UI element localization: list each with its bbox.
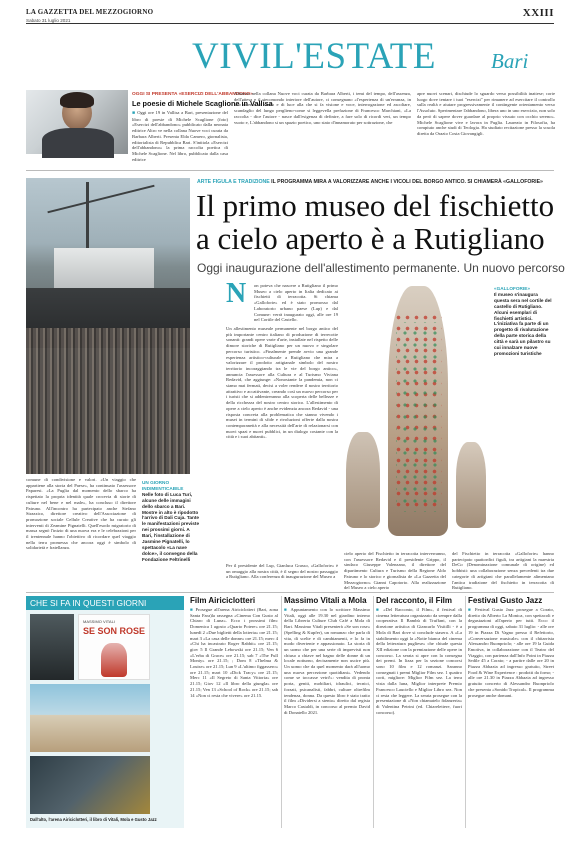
events-image-box <box>26 596 184 828</box>
event-body: «Del Racconto, il Film», il festival di cinema letteratura organizzato da sempre dalla cooperativa Il Bambù di Truffant, con la direzione artistica di Giancarlo Visitilli - è a Mola di Bari dove si conclude stasera. A «La stabilimento oggi la «Notte bianca del cinema della letteratura pugliese» che chiude questa XII edizione con la premiazione delle opere in concorso. La serata si apre con la consegna dei premi. In lizza per la sezione concorsi sono 10 film e 12 romanzi. Saranno consegnati i premi Miglior Film sez. 1 quattro corti, migliore: Miglior Film sez. La terra vista dalla luna, Miglior interprete Premio Francesco Lauciello e Miglior Libro sez. Non ci resta che leggere. La serata prosegue con la presentazione di «Non chiamatelo fidanzeria» di Valentina Petrini (ed. Chiarelettere, fuori concorso). <box>376 607 462 715</box>
top-story-col2: Albatros nella collana Nuove voci curata da Barbara Alberti, i temi del tempo, dell'assenza, dell'attesa e il riecomondo interiore dell'autore, ci consegnano «l'esperienza di un'erranza, in uno ricerca di senso e di luce alla che si fa visione e voce, interrogazione ed ascoltare, scandaglio del lungo perglieno-come si leggevella prefazione di Francesco Marchiani, «La raccolta - dice l'autore - nasce dall'esigenza di definire, a fare solo di ricordi veri, un tempo vuoto e, L'abbandono si un spazio poetico, uno stato d'innamorato per sottrazione, che <box>234 91 411 125</box>
fischietto-left-figure <box>346 432 380 528</box>
mola-photo <box>30 684 150 752</box>
event-airiciclotteri <box>190 596 278 828</box>
masthead-rule <box>26 23 554 24</box>
cinema-photo <box>30 614 74 680</box>
masthead <box>26 8 554 32</box>
events-box-caption: Dall'alto, l'arena Airiciclotteri, il libro di Vitali, Mola e Gusto Jazz <box>30 817 157 822</box>
main-body-col3: del Fischietto in terracotta «Galloforie» hanno partecipato quattordici figuli, tra artigiani la maestria DeCo (Denominazione comunale di origine) ed hobbisti: una collaborazione senza precedenti tra due categorie di artigiani che parallelamente alimentano l'antica tradizione del fischietto in terracotta di Rutigliano. <box>452 551 554 591</box>
fischietto-photo <box>344 282 488 546</box>
fischietto-caption: «GALLOFORIE» Il museo s'inaugura questa sera nel cortile del castello di Rutigliano. Alcuni esemplari di fischietti artistici. L'iniziativa fa parte di un progetto di rivalutazione della parte storica della città e sarà un pilastro su cui innalzare nuove promozioni turistiche <box>494 286 552 356</box>
event-divider <box>373 596 374 828</box>
book-illustration <box>101 643 127 677</box>
page-number: XXIII <box>522 7 554 19</box>
newspaper-name: LA GAZZETTA DEL MEZZOGIORNO <box>26 8 154 16</box>
jazz-photo <box>30 756 150 814</box>
main-story-kicker: ARTE FIGULA E TRADIZIONE IL PROGRAMMA MIRA A VALORIZZARE ANCHE I VICOLI DEL BORGO ANTICO. SI CHIAMERÀ «GALLOFORIE» <box>197 179 543 185</box>
event-title: Massimo Vitali a Mola <box>284 596 367 605</box>
main-body-col1: Un allestimento museale permanente nel borgo antico del più importante centro italiano di produzione di terrecotte sonanti: grandi opere varie d'arte, installate nel rispetto delle dimore storiche di Rutigliano per un nuovo e singolare percorso turistico. «Finalmente prende avvio una grande esperienza artistico-culturale a Rutigliano che mira a valorizzare il prodotto artigianale simbolo del nostro territorio incoraggiando tra le vie del borgo antico», annuncia l'assessore alla Cultura e al Turismo Viviana Redavid, che aggiunge: «Nonostante la pandemia, non ci siamo mai fermati, decisi a voler rendere il nostro territorio attrattivo e accattivante, creando così un nuovo percorso per i turisti che si addentreranno alla scoperta delle bellezze e della ricchezza del nostro centro storico. L'allestimento di opere a cielo aperto è anche evidenzia ancora Redavid - una risposta concreta alla problematica che stanno vivendo i musei in termini di sfide e rivoluzioni offerte dalla nostra contemporaneità e alla necessità dell'arte di relazionarsi con nuovi spazi e nuovi pubblici, in un dialogo costante con la città e i suoi abitanti». <box>226 326 338 440</box>
top-story-kicker: OGGI SI PRESENTA «ESERCIZI DELL'ABBANDONO» <box>132 92 253 97</box>
main-subheadline: Oggi inaugurazione dell'allestimento permanente. Un nuovo percorso <box>197 261 565 275</box>
crowd-on-deck <box>26 328 190 474</box>
top-story-title: Le poesie di Michele Scaglione in Vallisa <box>132 99 273 108</box>
event-body: Appuntamento con lo scrittore Massimo Vitali, oggi alle 19.30 nel giardino interno della Libreria Culture Club Café a Mola di Bari. Massimo Vitali presenterà «Se son rose» (Spelling & Kupfer), un romanzo che parla di vita, di scelte e di cambiamenti, e lo fa in modo divertente e appassionato. La storia di un uomo che per una serie di imprevisti non chiuso a chiave nel bagno delle donne di un locale notturno, decisamente non uscire più. Un uomo che da quel momento darà all'uomo una nuova percezione quotidiani». Vedendo come se toccasse vetri!»: vendita di pronta porta, geniti, mobiliari, idraulici, tecnici, forzati, psicanalisti, fabbri, culture oltrefilm tendenza, donna. Da questo libro è stato tratto il film «Dividersi a stento» diretto dal regista Marco Castaldi, in concorso al premio David di Donatello 2021. <box>284 607 370 715</box>
top-story-col3: apre nuovi scenari, dischiude lo sguardo verso possibilità inattese; corte luogo dove tentare i tuoi "esercizi" per rimanere ad esercitare il controllo sulla realtà e aiutare progressivamente il contingente orientamento verso l'Assoluto. Sperimentare l'abbandono, libera uno in uno esercizio, non solo da però di sapere dover guardare al proprio vissuto con occhio sereno». Michele Scaglione vive e lavora in Puglia. Laureato in Filosofia, ha compiuto anche studi di Teologia. Ha studiato recitazione presso la scuola diretta da Orazio Costa Giovangigli. <box>417 91 555 136</box>
teal-square-icon: ■ <box>132 111 136 116</box>
top-story-rule <box>26 170 554 171</box>
teal-square-icon: ■ <box>284 607 289 612</box>
main-body-lead: on poteva che nascere a Rutigliano il primo Museo a cielo aperto in Italia dedicato ai fischietti di terracotta. Si chiama «Galloforie» ed è stato promosso dal Laboratorio urbano paese (Lup) e dal Comune: verrà inaugurato oggi, alle ore 19 nel Cortile del Castello. <box>254 283 338 323</box>
book-cover <box>78 614 150 680</box>
event-racconto <box>376 596 462 828</box>
events-top-rule <box>26 592 554 593</box>
event-divider <box>465 596 466 828</box>
event-body: Prosegue all'arena Airiciclotteri (Bari, zona Santa Fara)la rassegna «Cinema Con Gusto al Chiaro di Luna». Ecco i prossimi film: Domenica 1 agosto «Quarto Potere» ore 21.15; lunedì 2 «Due biglietti della lotteria» ore 21.15; mart 3 «La casa delle donne» ore 21.15; merc 4 «Chi ha incastrato Roger Rabbit» ore 21.15; giov 5 Il Grande Lebowski ore 21.15; Ven 6 «L'erba di Grace» ore 21.15; sab 7 «The Full Monty» ore 21.15; ; Dom 8 «Thelma & Louise» ore 21.15; Lun 9 «L'ultimo figgassero» ore 21.15; mart 10 «Dick Tracy» ore 21.15; Merc 11 «Il Segreto di Santa Vittoria» ore 21.15; Giov 12 «Il libro della giungla» ore 21.15; Ven 13 «School of Rock» ore 21.15; sab 14 «Non ci resta che vivere» ore 21.15. <box>190 607 278 698</box>
left-story-col: comune di condivisione e valori. «Un viaggio che appartiene alla storia del Paese», ha continuato l'assessore Paparesi. «La Puglia dal momento dello sbarco ha rispettato la propria identità quale crocevia di storie di culture nel bene e nel male», ha concluso il direttore Patruno. All'incontro ha partecipato anche Stefano Strazzico, direttore creativo dell'Associazione di promozione sociale Cellule Creative che ha curato gli interventi di Zeamine Pignatelli. Quell'esodo migratorio di massa segnò l'inizio di una nuova era e le celebrazioni per il trentennale hanno l'obiettivo di ricordare quel viaggio nella terra promessa che ancora oggi è simbolo di solidarietà e fratellanza. <box>26 477 136 551</box>
teal-square-icon: ■ <box>190 607 194 612</box>
ship-bridge <box>54 248 154 292</box>
event-gusto-jazz <box>468 596 554 828</box>
ship-photo <box>26 178 190 474</box>
fischietto-right-figure <box>456 442 486 528</box>
ship-crane-arm <box>47 185 154 214</box>
event-title: Festival Gusto Jazz <box>468 596 543 605</box>
ship-caption: UN GIORNO INDIMENTICABILE Nelle foto di Luca Turi, alcune delle immagini dello sbarco a Bari. Mostre in alto è ripodotto l'arrivo di Dali Cuja. Tante le manifestazioni previste nei prossimi giorni. A Bari, l'installazione di Jasmine Pignatelli, lo spettacolo «La nave dolce», il convegno della Fondazione Feltrinelli <box>142 480 200 562</box>
top-story-col1: ■ Oggi ore 19 in Vallisa a Bari, presentazione del libro di poesie di Michele Scaglione (foto) «Esercizi dell'abbandono» pubblicato dalla neonata editrice Altro ve nella collana Nuove voci curata da Barbara Alberti. Presenta Elda Camero, giornalista, editorialista di Repubblica Bari. S'intitola «Esercizi dell'abbandono» la prima raccolta poetica di Michele Scaglione. Nel libro, pubblicato dalla casa editrice <box>132 110 228 162</box>
teal-square-icon: ■ <box>376 607 381 612</box>
teal-square-icon: ■ <box>468 607 473 612</box>
drop-cap: N <box>226 278 247 309</box>
event-title: Film Airiciclotteri <box>190 596 256 605</box>
book-title: SE SON ROSE <box>83 626 146 636</box>
fischietto-green-dots <box>396 322 440 512</box>
event-body: Festival Gusto Jazz prosegue a Corato, diretto da Alberto La Monica, con spettacoli e degustazioni all'aperto per tutti. Ecco il programma di oggi, sabato 31 luglio: - alle ore 19 in Piazza Di Vagno presso il Refettorio, «Conversazione musicale» con il chitarrista Alessandro Buonpriolo; - alle ore 19 la Guida Emotiva, in collaborazione con il Teatro del Viaggio, con partenza dall'Info Point in Piazza Sedile 45 a Corato; - a partire dalle ore 20 in Piazza Abbazia ad ingresso gratuito, Street Food & Wine Experience : prodotti da forno; - alle ore 21.30 in Piazza Abbazia ad ingresso gratuito concerto di Alessandro Buonpriolo che presenta «Sonido Tropical». Il programma prosegue anche domani. <box>468 607 554 698</box>
main-headline-line1: Il primo museo del fischietto <box>196 188 555 223</box>
author-shoulders <box>42 128 114 158</box>
event-title: Del racconto, il Film <box>376 596 453 605</box>
main-headline-line2: a cielo aperto è a Rutigliano <box>196 221 545 256</box>
main-body-col2: cielo aperto del Fischietto in terracotta interverranno, con l'assessore Redavid e il presidente Grippo, il sindaco Giuseppe Valenzano, il direttore del dipartimento Cultura e Turismo della Regione Aldo Patruno e lo storico e giornalista de «La Gazzetta del Mezzogiorno» Gianni Capotorto. Alla realizzazione del Museo a cielo aperto <box>344 551 446 591</box>
event-divider <box>281 596 282 828</box>
events-box-title: CHE SI FA IN QUESTI GIORNI <box>26 596 184 610</box>
author-hair <box>60 92 94 108</box>
author-photo <box>26 90 128 154</box>
main-body-col1-end: Per il presidente del Lup, Gianluca Grasso, «Galloforie» è un omaggio alla nostra città, è il segno del nostro passaggio a Rutigliano. Alla conferenza di inaugurazione del Museo a <box>226 563 338 580</box>
event-vitali <box>284 596 370 828</box>
book-author: MASSIMO VITALI <box>83 619 115 624</box>
section-city: Bari <box>491 49 529 73</box>
section-title: VIVIL'ESTATE <box>192 36 436 77</box>
issue-date: Sabato 31 luglio 2021 <box>26 18 71 23</box>
